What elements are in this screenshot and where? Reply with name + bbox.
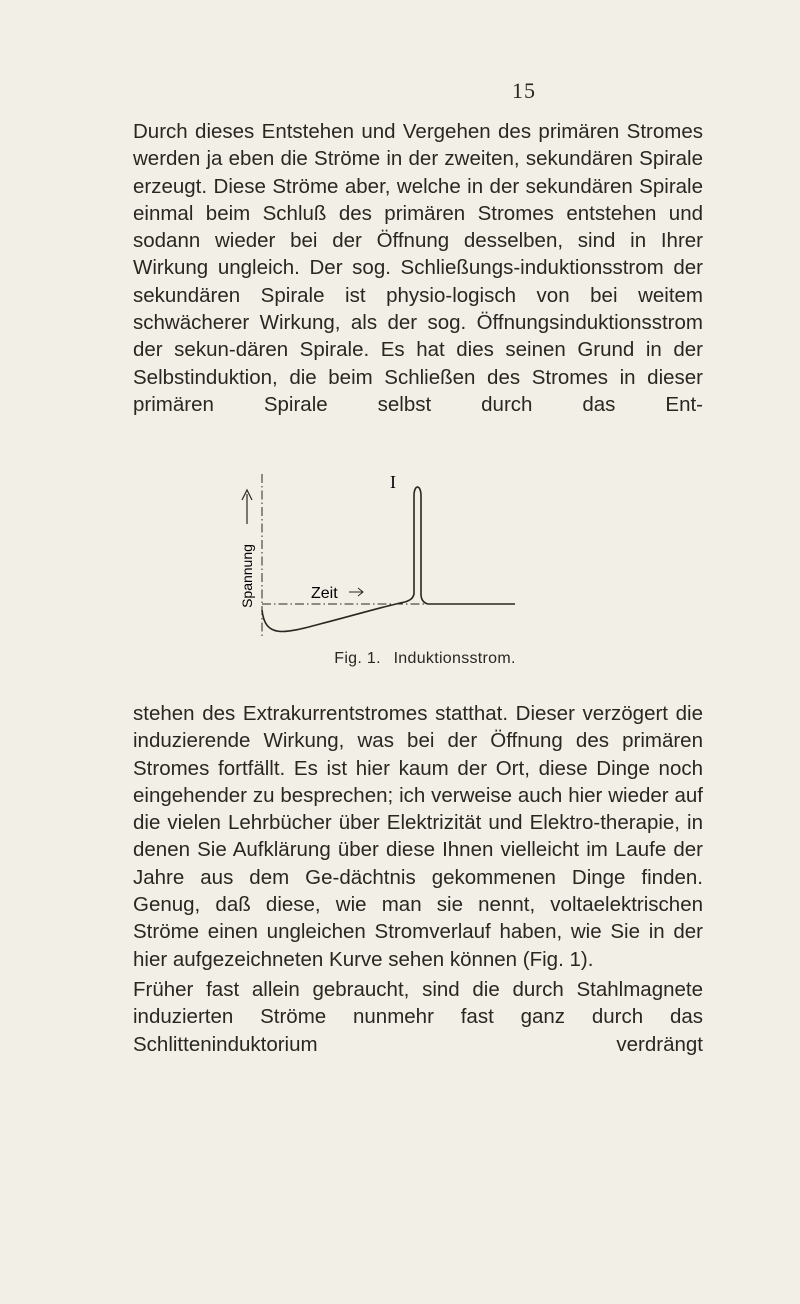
figure-title: Induktionsstrom.: [393, 650, 516, 667]
paragraph: Früher fast allein gebraucht, sind die durch Stahlmagnete induzierten Ströme nunmehr fast ganz durch das Schlitteninduktorium verdrängt: [133, 978, 703, 1056]
induction-current-figure: [225, 466, 525, 646]
figure-caption: [0, 650, 800, 668]
page-number: 15: [512, 78, 536, 103]
y-axis-label: Spannung: [239, 544, 255, 608]
x-axis-label: Zeit: [311, 585, 338, 602]
induction-curve: [262, 487, 515, 632]
x-axis-arrow: [349, 588, 363, 596]
paragraph: stehen des Extrakurrentstromes statthat. Dieser verzögert die induzierende Wirkung, was bei der Öffnung des primären Stromes fortfällt. Es ist hier kaum der Ort, diese Dinge noch eingehender zu besprechen; ich verweise auch hier wieder auf die vielen Lehrbücher über Elektrizität und Elektro-therapie, in denen Sie Aufklärung über diese Ihnen vielleicht im Laufe der Jahre aus dem Ge-dächtnis gekommenen Dinge finden. Genug, daß diese, wie man sie nennt, voltaelektrischen Ströme einen ungleichen Stromverlauf haben, wie Sie in der hier aufgezeichneten Kurve sehen können (Fig. 1).: [133, 702, 703, 971]
figure-number: Fig. 1.: [334, 650, 381, 667]
peak-label: I: [390, 472, 396, 492]
paragraph: Durch dieses Entstehen und Vergehen des primären Stromes werden ja eben die Ströme in der zweiten, sekundären Spirale erzeugt. Diese Ströme aber, welche in der sekundären Spirale einmal beim Schluß des primären Stromes entstehen und sodann wieder bei der Öffnung desselben, sind in Ihrer Wirkung ungleich. Der sog. Schließungs-induktionsstrom der sekundären Spirale ist physio-logisch von bei weitem schwächerer Wirkung, als der sog. Öffnungsinduktionsstrom der sekun-dären Spirale. Es hat dies seinen Grund in der Selbstinduktion, die beim Schließen des Stromes in dieser primären Spirale selbst durch das Ent-: [133, 120, 703, 416]
